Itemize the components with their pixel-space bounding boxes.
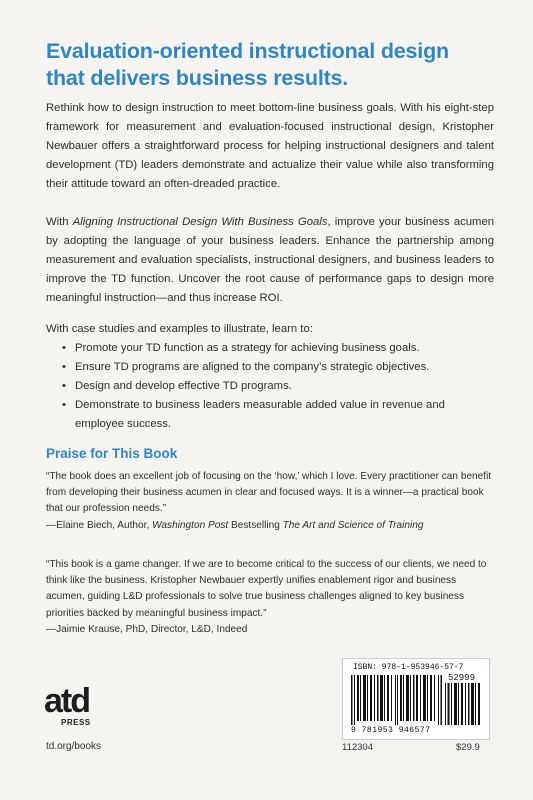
quote-text: “The book does an excellent job of focusing on the ‘how,’ which I love. Every practitioner can benefit from developing their business acumen in clear and focused ways. It is a winner—a practical book that our profession needs.” [46,471,492,515]
attribution-prefix: —Elaine Biech, Author, [46,519,153,531]
attribution-book-title: The Art and Science of Training [282,519,424,531]
publisher-url: td.org/books [46,741,102,752]
headline: Evaluation-oriented instructional design that delivers business results. [46,39,449,90]
paragraph-2-rest: , improve your business acumen by adopting the language of your business leaders. Enhance the partnership among measurement and evaluation specialists, instructional designers, and business leaders to improve the TD function. Uncover the root cause of performance gaps to design more meaningful instruction—and thus increase ROI. [46,216,495,304]
description-paragraph-1: Rethink how to design instruction to meet bottom-line business goals. With his eight-step framework for measurement and evaluation-focused instructional design, Kristopher Newbauer offers a straightforward process for helping instructional designers and talent development (TD) leaders demonstrate and actualize their value while also transforming their attitude toward an often-dreaded practice. [46,102,494,190]
barcode-bars-icon [351,675,443,725]
price: $29.9 [456,742,480,753]
product-code: 112304 [342,742,373,753]
barcode-digits: 9 781953 946577 [351,726,431,735]
praise-heading: Praise for This Book [46,446,178,461]
isbn-barcode [342,658,490,740]
description-paragraph-2 [46,213,494,308]
price-code: 52999 [447,673,475,683]
list-item: • Design and develop effective TD programs. [62,377,494,396]
attribution-mid: Bestselling [228,519,283,531]
quote-attribution [46,518,496,534]
praise-quote-1 [46,469,496,534]
paragraph-2-lead: With [46,216,73,228]
list-intro: With case studies and examples to illustrate, learn to: [46,323,313,335]
logo-press-label: PRESS [61,718,91,727]
addon-barcode-bars-icon [445,683,481,725]
list-item: • Promote your TD function as a strategy for achieving business goals. [62,339,494,358]
book-title-italic: Aligning Instructional Design With Business Goals [72,216,328,228]
list-item: • Demonstrate to business leaders measurable added value in revenue and employee success. [62,396,494,434]
praise-quote-2 [46,557,496,638]
quote-attribution: —Jaimie Krause, PhD, Director, L&D, Indeed [46,623,248,635]
isbn-label: ISBN: 978-1-953946-57-7 [353,663,464,672]
benefits-list [62,339,494,434]
attribution-publication: Washington Post [152,519,229,531]
list-item: • Ensure TD programs are aligned to the company’s strategic objectives. [62,358,494,377]
atd-press-logo [44,682,114,727]
quote-text: “This book is a game changer. If we are to become critical to the success of our clients, we need to think like the business. Kristopher Newbauer expertly unifies enablement rigor and business acumen, guiding L&D professionals to solve true business challenges aligned to key business priorities backed by meaningful business impact.” [46,559,487,619]
logo-wordmark: atd [44,682,89,720]
